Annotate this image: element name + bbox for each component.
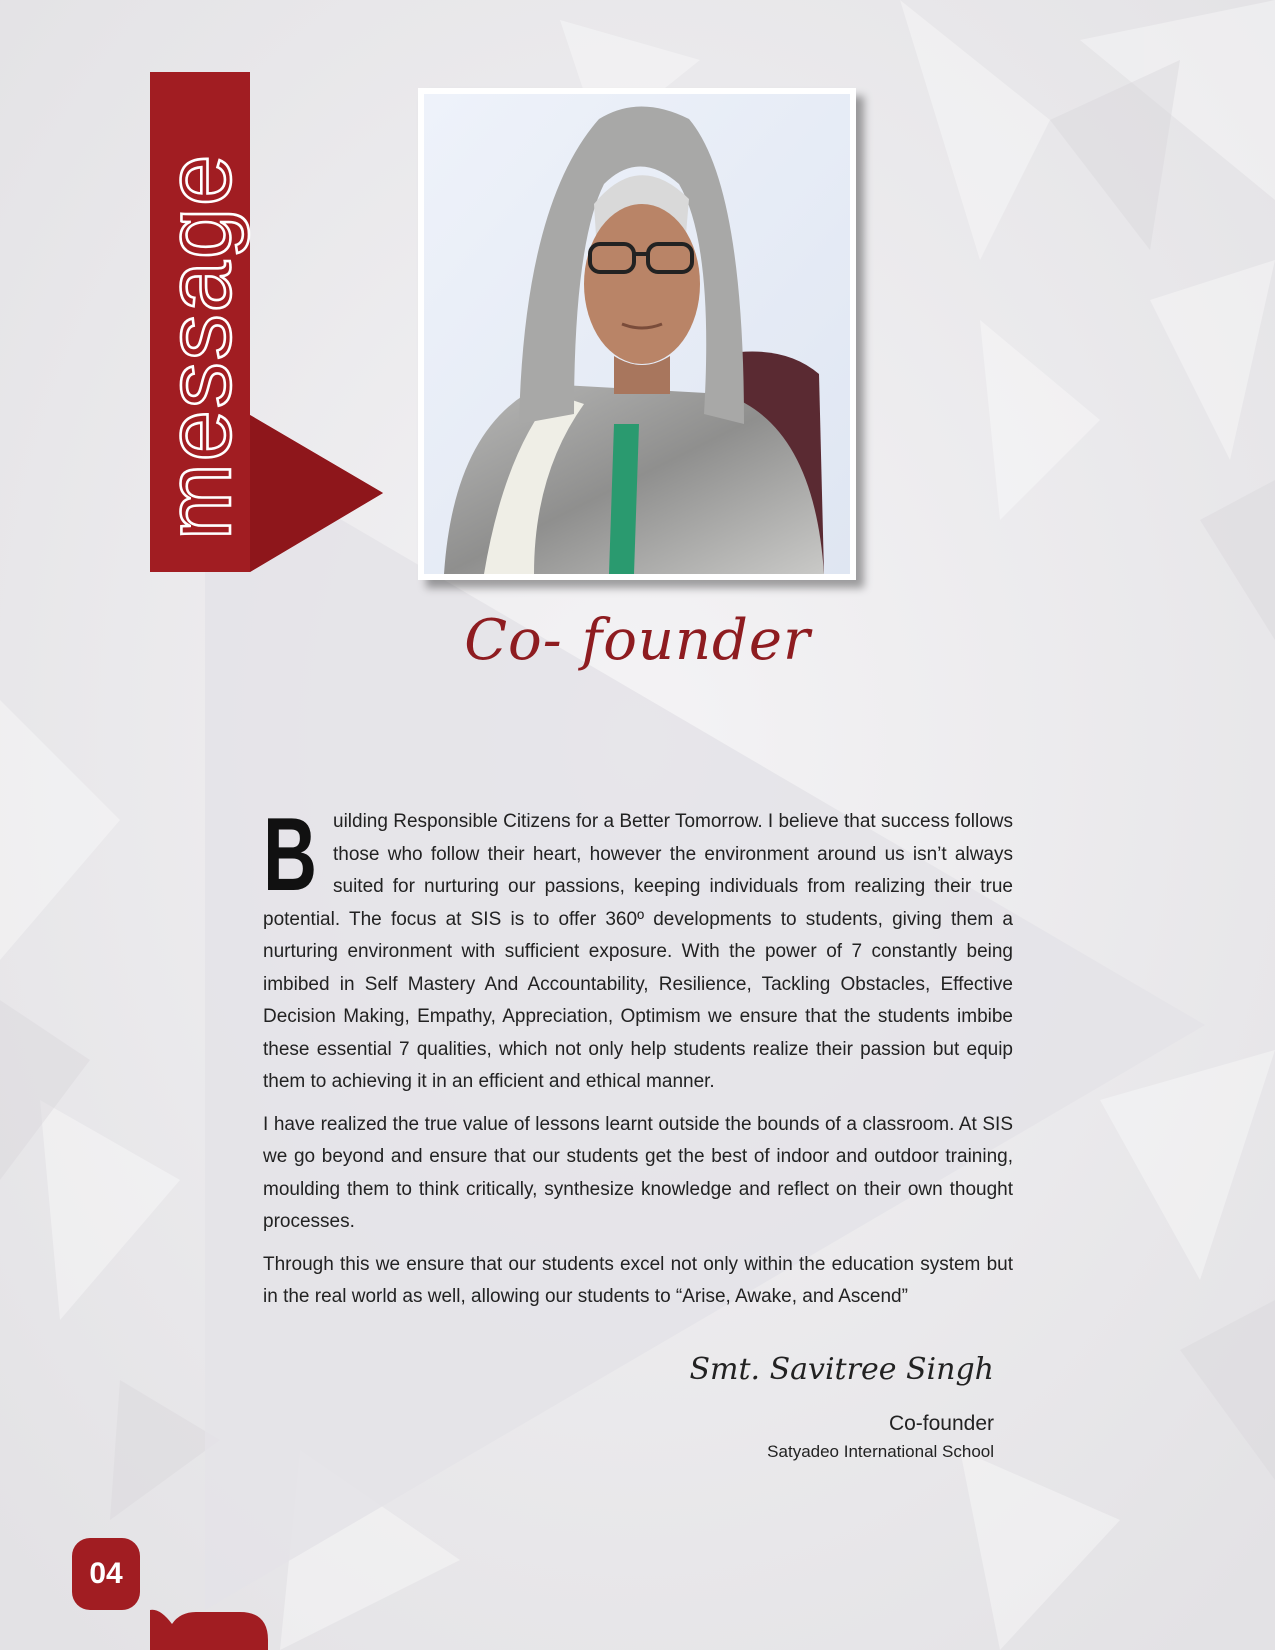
portrait-illustration bbox=[424, 94, 850, 574]
banner-label: message bbox=[148, 152, 250, 540]
signature-role: Co-founder bbox=[888, 1412, 994, 1435]
signature-name: Smt. Savitree Singh bbox=[689, 1352, 994, 1387]
portrait-photo bbox=[418, 88, 856, 580]
letter-paragraph: Building Responsible Citizens for a Better Tomorrow. I believe that success follows those who follow their heart, however the environment around us isn’t always suited for nurturing our passions, keeping individuals from realizing their true potential. The focus at SIS is to offer 360º developments to students, giving them a nurturing environment with sufficient exposure. With the power of 7 constantly being imbibed in Self Mastery And Accountability, Resilience, Tackling Obstacles, Effective Decision Making, Empathy, Appreciation, Optimism we ensure that the students imbibe these essential 7 qualities, which not only help students realize their passion but equip them to achieving it in an efficient and ethical manner. bbox=[263, 797, 1013, 1092]
signature-organization: Satyadeo International School bbox=[767, 1442, 994, 1461]
letter-paragraph: I have realized the true value of lessons learnt outside the bounds of a classroom. At SIS we go beyond and ensure that our students get the best of indoor and outdoor training, moulding them to think critically, synthesize knowledge and reflect on their own thought processes. bbox=[263, 1113, 1013, 1232]
letter-body bbox=[263, 797, 1013, 1324]
letter-paragraph: Through this we ensure that our students excel not only within the education system but in the real world as well, allowing our students to “Arise, Awake, and Ascend” bbox=[263, 1253, 1013, 1307]
page-heading: Co- founder bbox=[464, 608, 811, 673]
drop-cap: B bbox=[263, 797, 318, 913]
page-number: 04 bbox=[72, 1538, 140, 1610]
